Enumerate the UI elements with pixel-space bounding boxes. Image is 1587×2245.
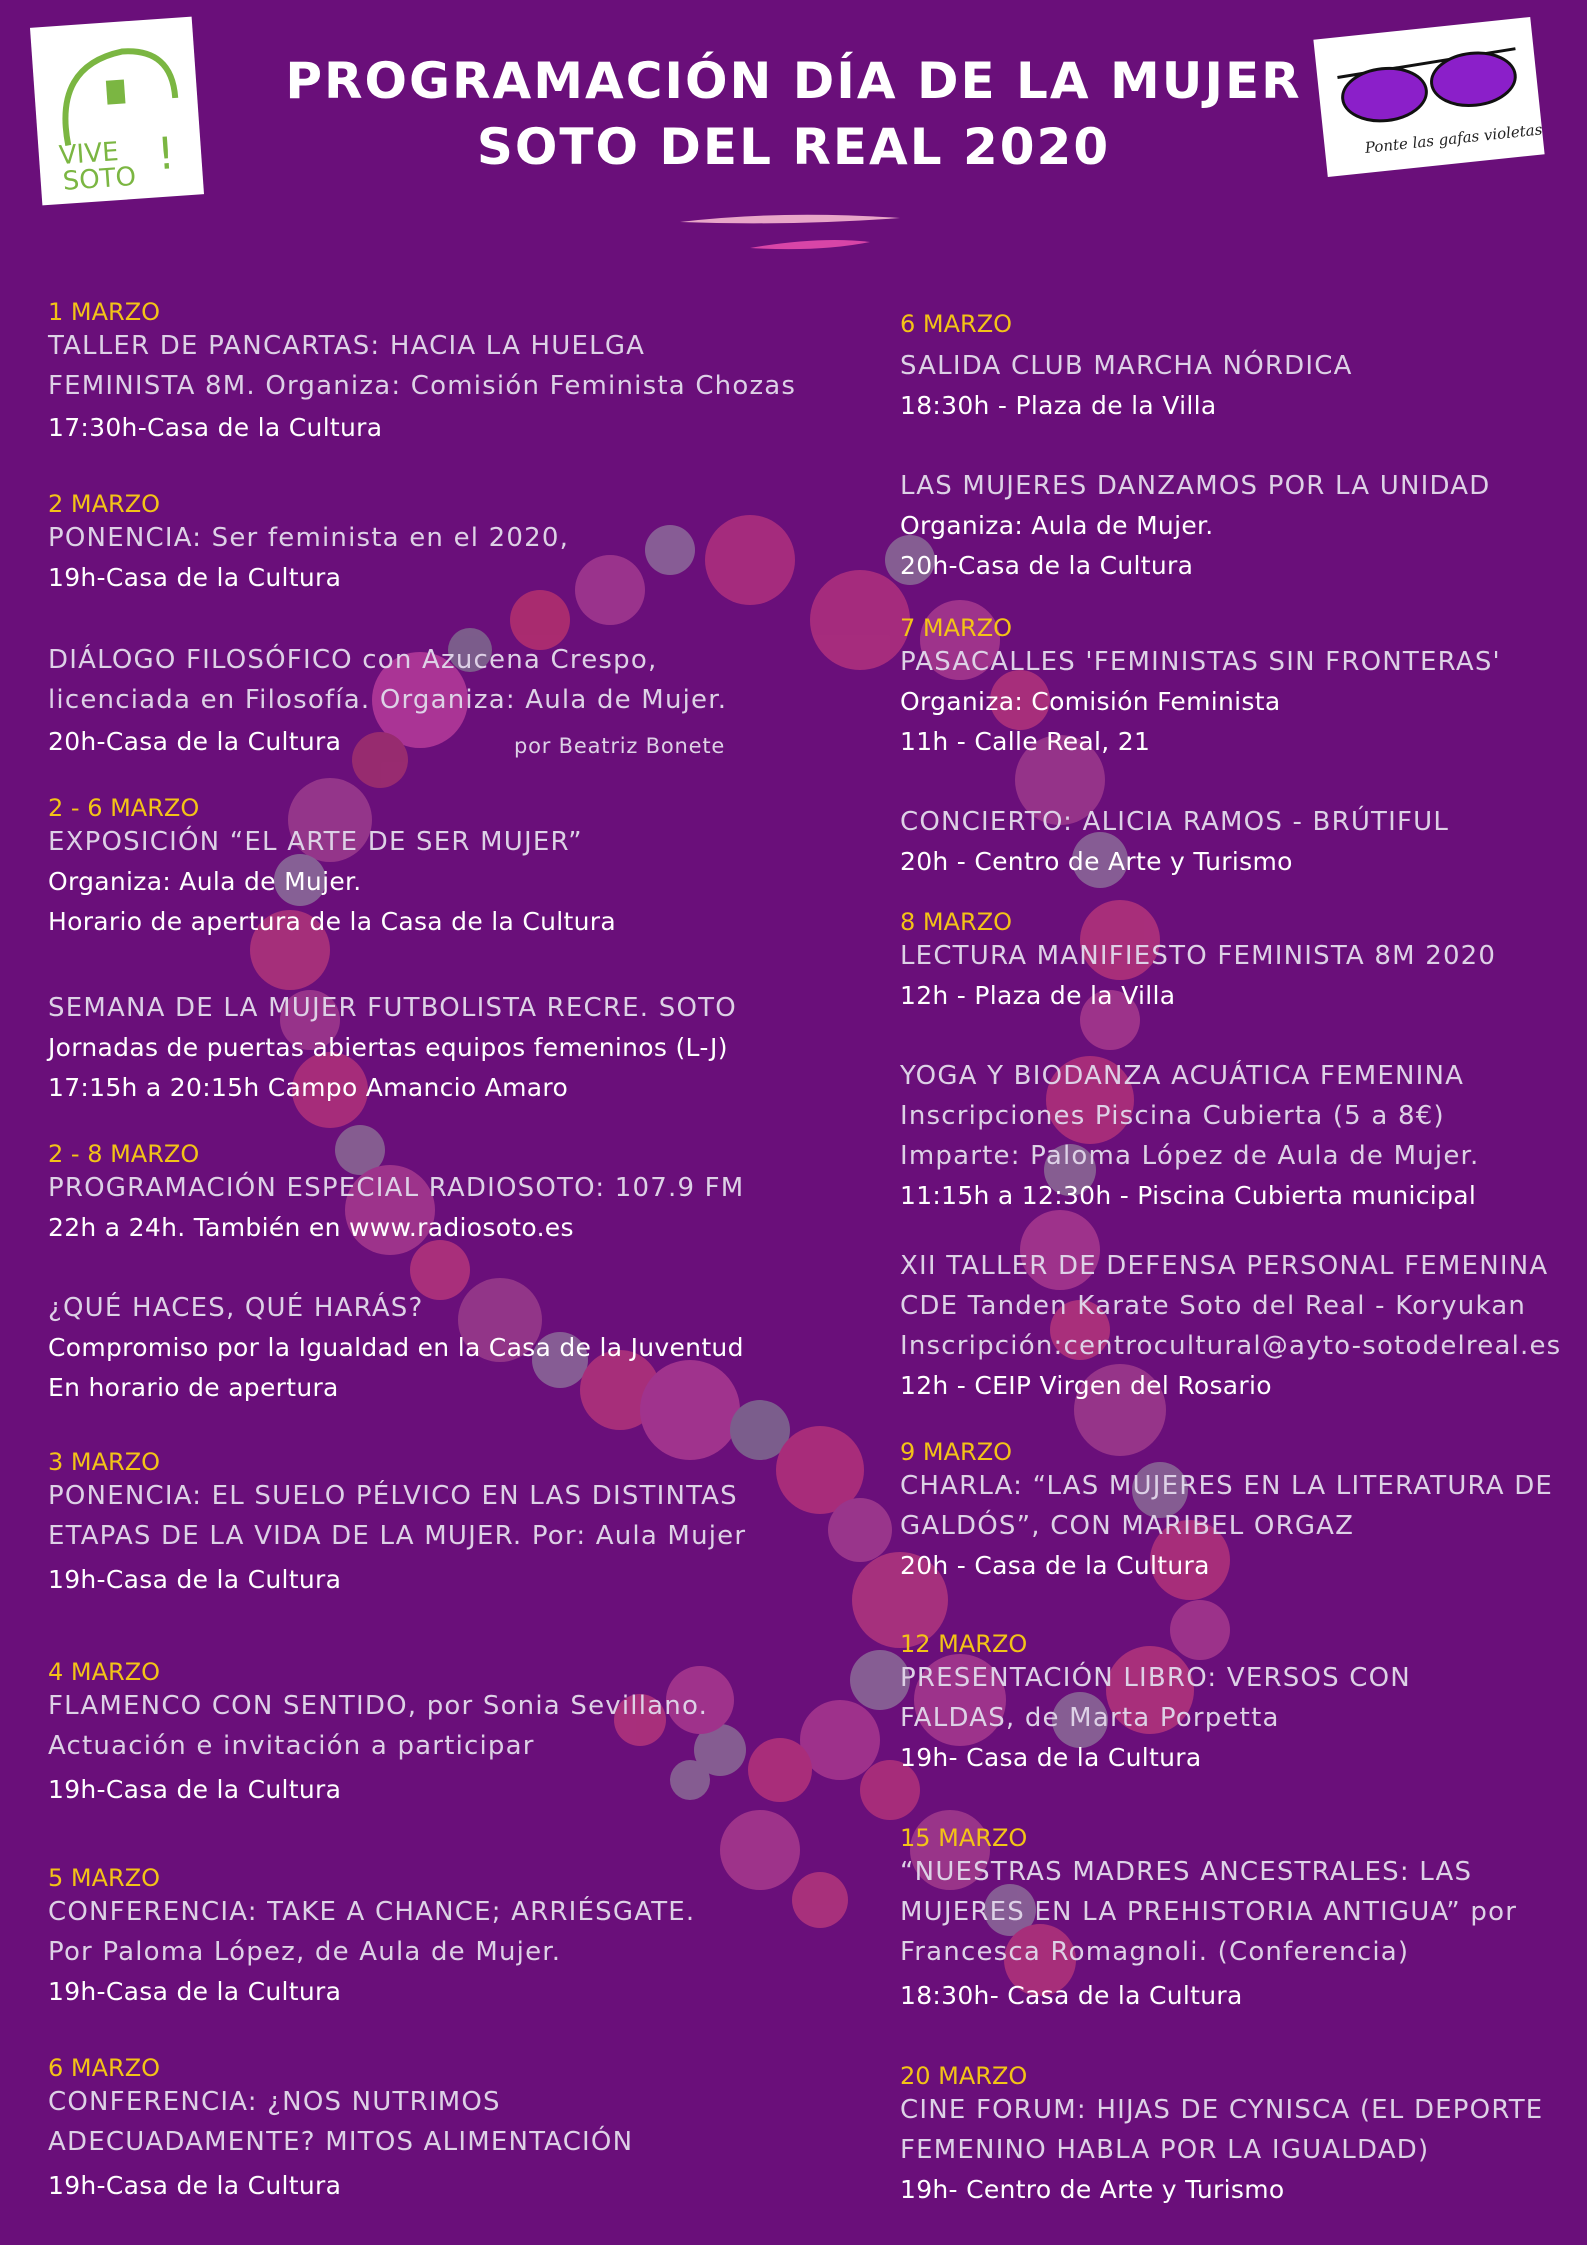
event-date: 4 MARZO bbox=[48, 1658, 161, 1686]
event-title: MUJERES EN LA PREHISTORIA ANTIGUA” por bbox=[900, 1897, 1518, 1927]
event-title: PONENCIA: EL SUELO PÉLVICO EN LAS DISTINTAS bbox=[48, 1481, 738, 1511]
event-title: Actuación e invitación a participar bbox=[48, 1731, 535, 1761]
event-place: 11h - Calle Real, 21 bbox=[900, 727, 1151, 756]
event-title: licenciada en Filosofía. Organiza: Aula de Mujer. bbox=[48, 685, 728, 715]
event-title: XII TALLER DE DEFENSA PERSONAL FEMENINA bbox=[900, 1251, 1549, 1281]
event-place: 19h-Casa de la Cultura bbox=[48, 1565, 342, 1594]
event-title: Francesca Romagnoli. (Conferencia) bbox=[900, 1937, 1410, 1967]
svg-text:!: ! bbox=[155, 128, 177, 181]
event-date: 6 MARZO bbox=[900, 310, 1013, 338]
event-1-marzo bbox=[48, 298, 796, 448]
event-8-marzo bbox=[900, 908, 1496, 1016]
event-place: 19h-Casa de la Cultura bbox=[48, 1775, 342, 1804]
event-title: CONFERENCIA: ¿NOS NUTRIMOS bbox=[48, 2087, 501, 2117]
event-date: 7 MARZO bbox=[900, 614, 1013, 642]
event-place: 20h - Centro de Arte y Turismo bbox=[900, 847, 1293, 876]
event-title: CONFERENCIA: TAKE A CHANCE; ARRIÉSGATE. bbox=[48, 1897, 696, 1927]
event-place: 19h-Casa de la Cultura bbox=[48, 2171, 342, 2200]
event-detail: Inscripción:centrocultural@ayto-sotodelreal.es bbox=[900, 1331, 1562, 1361]
event-title: PRESENTACIÓN LIBRO: VERSOS CON bbox=[900, 1663, 1411, 1693]
event-date: 20 MARZO bbox=[900, 2062, 1028, 2090]
event-detail: Imparte: Paloma López de Aula de Mujer. bbox=[900, 1141, 1480, 1171]
event-place: 11:15h a 12:30h - Piscina Cubierta municipal bbox=[900, 1181, 1477, 1210]
event-12-marzo bbox=[900, 1630, 1411, 1778]
event-title: CHARLA: “LAS MUJERES EN LA LITERATURA DE bbox=[900, 1471, 1554, 1501]
event-date: 9 MARZO bbox=[900, 1438, 1013, 1466]
event-place: 18:30h - Plaza de la Villa bbox=[900, 391, 1217, 420]
event-concierto bbox=[900, 802, 1449, 882]
event-date: 2 - 6 MARZO bbox=[48, 794, 200, 822]
event-2-6-marzo bbox=[48, 794, 616, 942]
event-2-8-marzo bbox=[48, 1140, 744, 1248]
event-title: YOGA Y BIODANZA ACUÁTICA FEMENINA bbox=[900, 1061, 1465, 1091]
title-swoosh bbox=[670, 208, 910, 258]
event-date: 2 - 8 MARZO bbox=[48, 1140, 200, 1168]
event-date: 2 MARZO bbox=[48, 490, 161, 518]
vive-soto-logo bbox=[30, 17, 204, 206]
event-place: Horario de apertura de la Casa de la Cultura bbox=[48, 907, 616, 936]
event-place: 19h-Casa de la Cultura bbox=[48, 1977, 342, 2006]
event-title: ADECUADAMENTE? MITOS ALIMENTACIÓN bbox=[48, 2127, 634, 2157]
event-title: FALDAS, de Marta Porpetta bbox=[900, 1703, 1280, 1733]
event-title: PASACALLES 'FEMINISTAS SIN FRONTERAS' bbox=[900, 647, 1501, 677]
event-title: SEMANA DE LA MUJER FUTBOLISTA RECRE. SOTO bbox=[48, 993, 737, 1023]
event-detail: CDE Tanden Karate Soto del Real - Koryukan bbox=[900, 1291, 1527, 1321]
event-date: 5 MARZO bbox=[48, 1864, 161, 1892]
event-2-marzo bbox=[48, 490, 569, 598]
event-date: 6 MARZO bbox=[48, 2054, 161, 2082]
event-title: FEMINISTA 8M. Organiza: Comisión Feminista Chozas bbox=[48, 371, 797, 401]
event-title: FLAMENCO CON SENTIDO, por Sonia Sevillano. bbox=[48, 1691, 709, 1721]
event-title: SALIDA CLUB MARCHA NÓRDICA bbox=[900, 351, 1353, 381]
event-title: PROGRAMACIÓN ESPECIAL RADIOSOTO: 107.9 FM bbox=[48, 1173, 745, 1203]
event-title: Por Paloma López, de Aula de Mujer. bbox=[48, 1937, 562, 1967]
event-title: DIÁLOGO FILOSÓFICO con Azucena Crespo, bbox=[48, 645, 658, 675]
event-place: 18:30h- Casa de la Cultura bbox=[900, 1981, 1243, 2010]
event-defensa bbox=[900, 1246, 1561, 1406]
event-title: GALDÓS”, CON MARIBEL ORGAZ bbox=[900, 1511, 1355, 1541]
event-title: ETAPAS DE LA VIDA DE LA MUJER. Por: Aula Mujer bbox=[48, 1521, 747, 1551]
svg-text:SOTO: SOTO bbox=[61, 161, 138, 197]
event-title: EXPOSICIÓN “EL ARTE DE SER MUJER” bbox=[48, 827, 583, 857]
event-title: TALLER DE PANCARTAS: HACIA LA HUELGA bbox=[48, 331, 646, 361]
event-que-haces bbox=[48, 1288, 744, 1408]
event-place: 19h- Centro de Arte y Turismo bbox=[900, 2175, 1285, 2204]
event-7-marzo bbox=[900, 614, 1501, 762]
event-place: 19h- Casa de la Cultura bbox=[900, 1743, 1202, 1772]
event-date: 15 MARZO bbox=[900, 1824, 1028, 1852]
event-place: En horario de apertura bbox=[48, 1373, 339, 1402]
event-title: CINE FORUM: HIJAS DE CYNISCA (EL DEPORTE bbox=[900, 2095, 1544, 2125]
event-place: 12h - Plaza de la Villa bbox=[900, 981, 1176, 1010]
event-5-marzo bbox=[48, 1864, 695, 2012]
event-detail: Compromiso por la Igualdad en la Casa de la Juventud bbox=[48, 1333, 744, 1362]
svg-text:VIVE: VIVE bbox=[57, 137, 120, 172]
event-3-marzo bbox=[48, 1448, 746, 1600]
event-place: 20h-Casa de la Cultura bbox=[48, 727, 342, 756]
event-title: “NUESTRAS MADRES ANCESTRALES: LAS bbox=[900, 1857, 1473, 1887]
event-date: 12 MARZO bbox=[900, 1630, 1028, 1658]
event-place: 19h-Casa de la Cultura bbox=[48, 563, 342, 592]
event-date: 3 MARZO bbox=[48, 1448, 161, 1476]
event-detail: Inscripciones Piscina Cubierta (5 a 8€) bbox=[900, 1101, 1445, 1131]
event-yoga bbox=[900, 1056, 1480, 1216]
event-4-marzo bbox=[48, 1658, 708, 1810]
author-credit: por Beatriz Bonete bbox=[514, 734, 726, 758]
event-date: 1 MARZO bbox=[48, 298, 161, 326]
event-title: FEMENINO HABLA POR LA IGUALDAD) bbox=[900, 2135, 1430, 2165]
event-place: 20h - Casa de la Cultura bbox=[900, 1551, 1210, 1580]
event-futbol bbox=[48, 988, 737, 1108]
event-20-marzo bbox=[900, 2062, 1543, 2210]
event-place: 17:30h-Casa de la Cultura bbox=[48, 413, 383, 442]
thumbs-up-icon bbox=[30, 17, 204, 206]
event-title: ¿QUÉ HACES, QUÉ HARÁS? bbox=[48, 1293, 424, 1323]
event-place: 22h a 24h. También en www.radiosoto.es bbox=[48, 1213, 574, 1242]
event-place: 17:15h a 20:15h Campo Amancio Amaro bbox=[48, 1073, 569, 1102]
event-place: 20h-Casa de la Cultura bbox=[900, 551, 1194, 580]
event-6-marzo-right bbox=[900, 310, 1353, 426]
event-9-marzo bbox=[900, 1438, 1553, 1586]
event-title: CONCIERTO: ALICIA RAMOS - BRÚTIFUL bbox=[900, 807, 1450, 837]
event-organizer: Organiza: Comisión Feminista bbox=[900, 687, 1281, 716]
svg-text:Ponte las gafas violetas: Ponte las gafas violetas bbox=[1364, 120, 1544, 157]
event-title: PONENCIA: Ser feminista en el 2020, bbox=[48, 523, 570, 553]
event-6-marzo-left bbox=[48, 2054, 633, 2206]
event-title: LAS MUJERES DANZAMOS POR LA UNIDAD bbox=[900, 471, 1491, 501]
page-title: PROGRAMACIÓN DÍA DE LA MUJER bbox=[285, 52, 1302, 110]
event-organizer: Organiza: Aula de Mujer. bbox=[48, 867, 362, 896]
event-danzamos bbox=[900, 466, 1490, 586]
event-title: LECTURA MANIFIESTO FEMINISTA 8M 2020 bbox=[900, 941, 1497, 971]
event-detail: Jornadas de puertas abiertas equipos femeninos (L-J) bbox=[48, 1033, 728, 1062]
event-15-marzo bbox=[900, 1824, 1517, 2016]
event-place: 12h - CEIP Virgen del Rosario bbox=[900, 1371, 1272, 1400]
page-subtitle: SOTO DEL REAL 2020 bbox=[476, 118, 1111, 176]
event-organizer: Organiza: Aula de Mujer. bbox=[900, 511, 1214, 540]
event-date: 8 MARZO bbox=[900, 908, 1013, 936]
